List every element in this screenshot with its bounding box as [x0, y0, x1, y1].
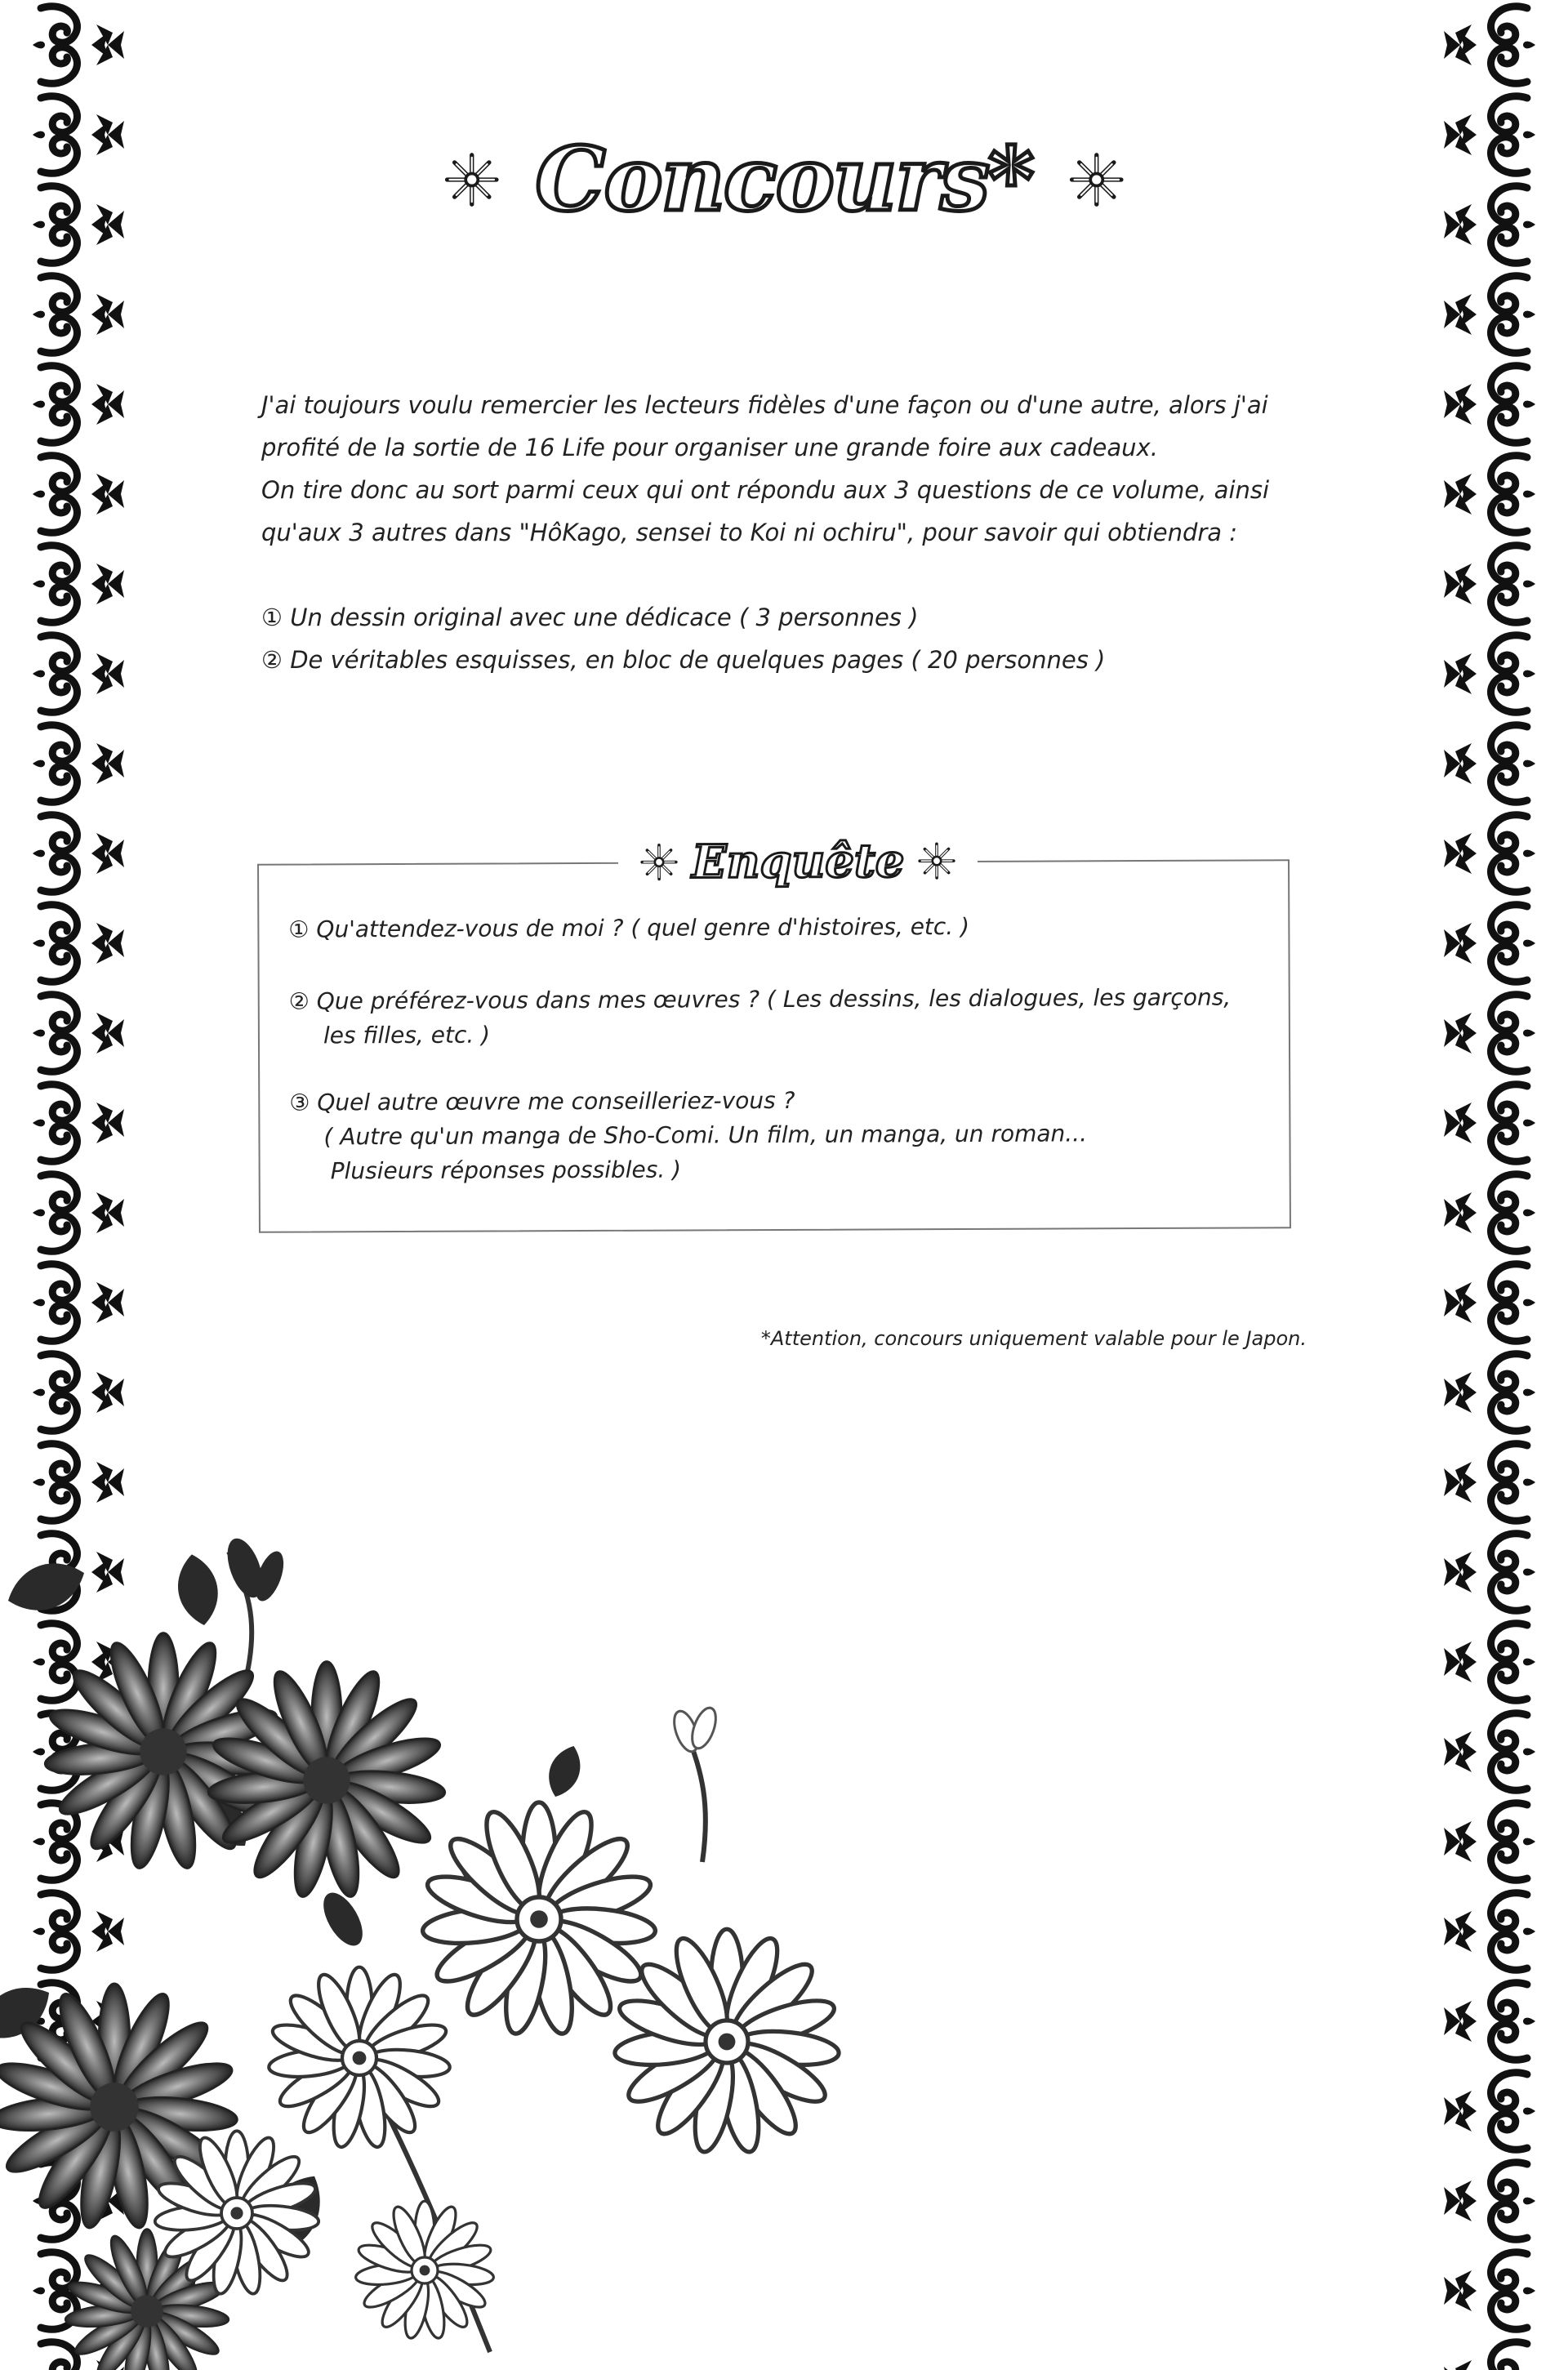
survey-question-2: [289, 980, 1269, 1053]
question-text: ( Autre qu'un manga de Sho-Comi. Un film, un manga, un roman...: [323, 1120, 1088, 1151]
question-text: les filles, etc. ): [323, 1021, 491, 1049]
asterisk-flower-icon: [915, 840, 958, 882]
survey-box: [257, 834, 1291, 1233]
asterisk-flower-icon: [638, 840, 680, 883]
question-text: ① Qu'attendez-vous de moi ? ( quel genre d'histoires, etc. ): [288, 912, 970, 943]
question-text: ③ Quel autre œuvre me conseilleriez-vous ?: [289, 1086, 795, 1116]
chrysanthemum-illustration: [0, 1535, 939, 2370]
survey-title: Enquête: [691, 834, 905, 889]
survey-question-1: [288, 908, 1268, 947]
intro-line: profité de la sortie de 16 Life pour organiser une grande foire aux cadeaux.: [261, 434, 1158, 461]
prize-item: ② De véritables esquisses, en bloc de quelques pages ( 20 personnes ): [261, 646, 1106, 674]
intro-line: On tire donc au sort parmi ceux qui ont répondu aux 3 questions de ce volume, ainsi: [261, 476, 1270, 504]
intro-line: qu'aux 3 autres dans "HôKago, sensei to Koi ni ochiru", pour savoir qui obtiendra :: [261, 519, 1238, 546]
survey-question-3: [289, 1081, 1270, 1188]
intro-line: J'ai toujours voulu remercier les lecteurs fidèles d'une façon ou d'une autre, alors j'ai: [261, 391, 1268, 419]
asterisk-flower-icon: [441, 143, 502, 216]
question-text: ② Que préférez-vous dans mes œuvres ? ( Les dessins, les dialogues, les garçons,: [288, 983, 1232, 1015]
page-title: Concours*: [535, 128, 1033, 231]
page-header: [441, 123, 1127, 237]
asterisk-flower-icon: [1066, 143, 1127, 216]
prize-item: ① Un dessin original avec une dédicace ( 3 personnes ): [261, 604, 919, 631]
survey-header: [618, 828, 978, 895]
right-ornamental-border: [1429, 0, 1568, 2370]
question-text: Plusieurs réponses possibles. ): [330, 1156, 682, 1185]
intro-text: [261, 384, 1323, 681]
footnote: *Attention, concours uniquement valable pour le Japon.: [760, 1327, 1307, 1350]
